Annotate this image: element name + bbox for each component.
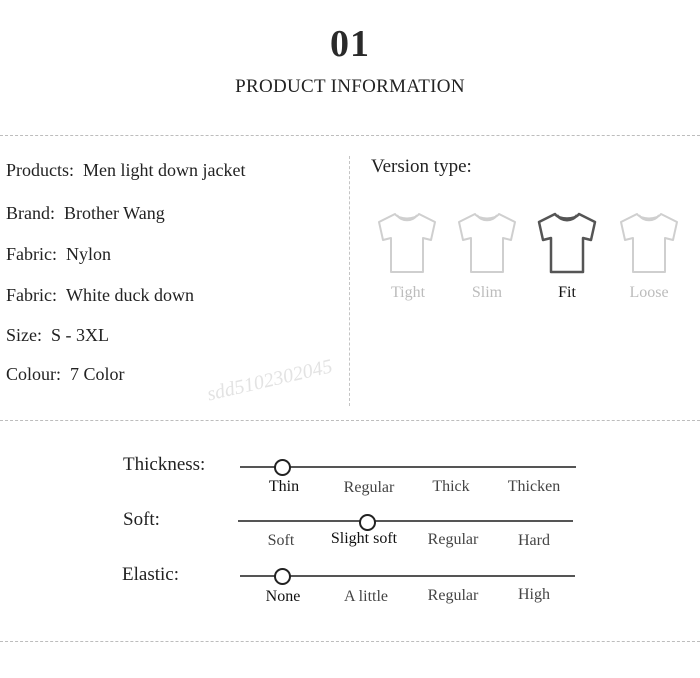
rating-thickness-option: Thicken <box>507 478 561 495</box>
tshirt-loose-icon <box>617 210 681 276</box>
rating-thickness-option: Regular <box>343 479 395 496</box>
rating-soft-title: Soft: <box>123 509 160 530</box>
version-type-title: Version type: <box>371 156 472 177</box>
divider-top <box>0 135 700 136</box>
rating-soft-option: Soft <box>267 532 295 549</box>
spec-label: Size: <box>6 325 42 345</box>
spec-value: 7 Color <box>70 364 125 384</box>
spec-value: White duck down <box>66 285 194 305</box>
divider-bottom <box>0 641 700 642</box>
spec-colour <box>6 364 125 385</box>
tshirt-tight-icon <box>375 210 439 276</box>
rating-thickness-option: Thin <box>268 478 300 495</box>
version-option-slim: Slim <box>471 284 503 301</box>
rating-thickness-option: Thick <box>432 478 470 495</box>
section-title: PRODUCT INFORMATION <box>235 76 465 97</box>
spec-label: Fabric: <box>6 285 57 305</box>
spec-value: S - 3XL <box>51 325 109 345</box>
spec-brand <box>6 203 165 224</box>
rating-elastic-option: Regular <box>427 587 479 604</box>
version-option-tight: Tight <box>390 284 426 301</box>
spec-label: Brand: <box>6 203 55 223</box>
rating-soft-option: Hard <box>518 532 550 549</box>
section-number: 01 <box>330 23 370 65</box>
rating-soft-option: Regular <box>427 531 479 548</box>
spec-value: Men light down jacket <box>83 160 246 180</box>
spec-label: Products: <box>6 160 75 180</box>
rating-thickness-knob <box>274 459 291 476</box>
spec-value: Nylon <box>66 244 111 264</box>
version-option-loose: Loose <box>629 284 669 301</box>
spec-value: Brother Wang <box>64 203 165 223</box>
rating-thickness-title: Thickness: <box>123 454 206 475</box>
rating-soft-knob <box>359 514 376 531</box>
divider-middle <box>0 420 700 421</box>
rating-soft-option: Slight soft <box>330 530 398 547</box>
spec-products <box>6 160 245 181</box>
rating-elastic-title: Elastic: <box>122 564 179 585</box>
watermark: sdd5102302045 <box>205 355 335 406</box>
spec-label: Fabric: <box>6 244 57 264</box>
spec-label: Colour: <box>6 364 62 384</box>
spec-fabric <box>6 244 111 265</box>
spec-fill <box>6 285 194 306</box>
spec-size <box>6 325 109 346</box>
divider-vertical <box>349 156 350 406</box>
tshirt-slim-icon <box>455 210 519 276</box>
rating-elastic-knob <box>274 568 291 585</box>
version-option-fit: Fit <box>558 284 576 301</box>
rating-soft-track <box>238 520 573 522</box>
rating-elastic-option: High <box>518 586 550 603</box>
tshirt-fit-icon <box>535 210 599 276</box>
rating-elastic-option: None <box>265 588 301 605</box>
rating-elastic-option: A little <box>344 588 388 605</box>
